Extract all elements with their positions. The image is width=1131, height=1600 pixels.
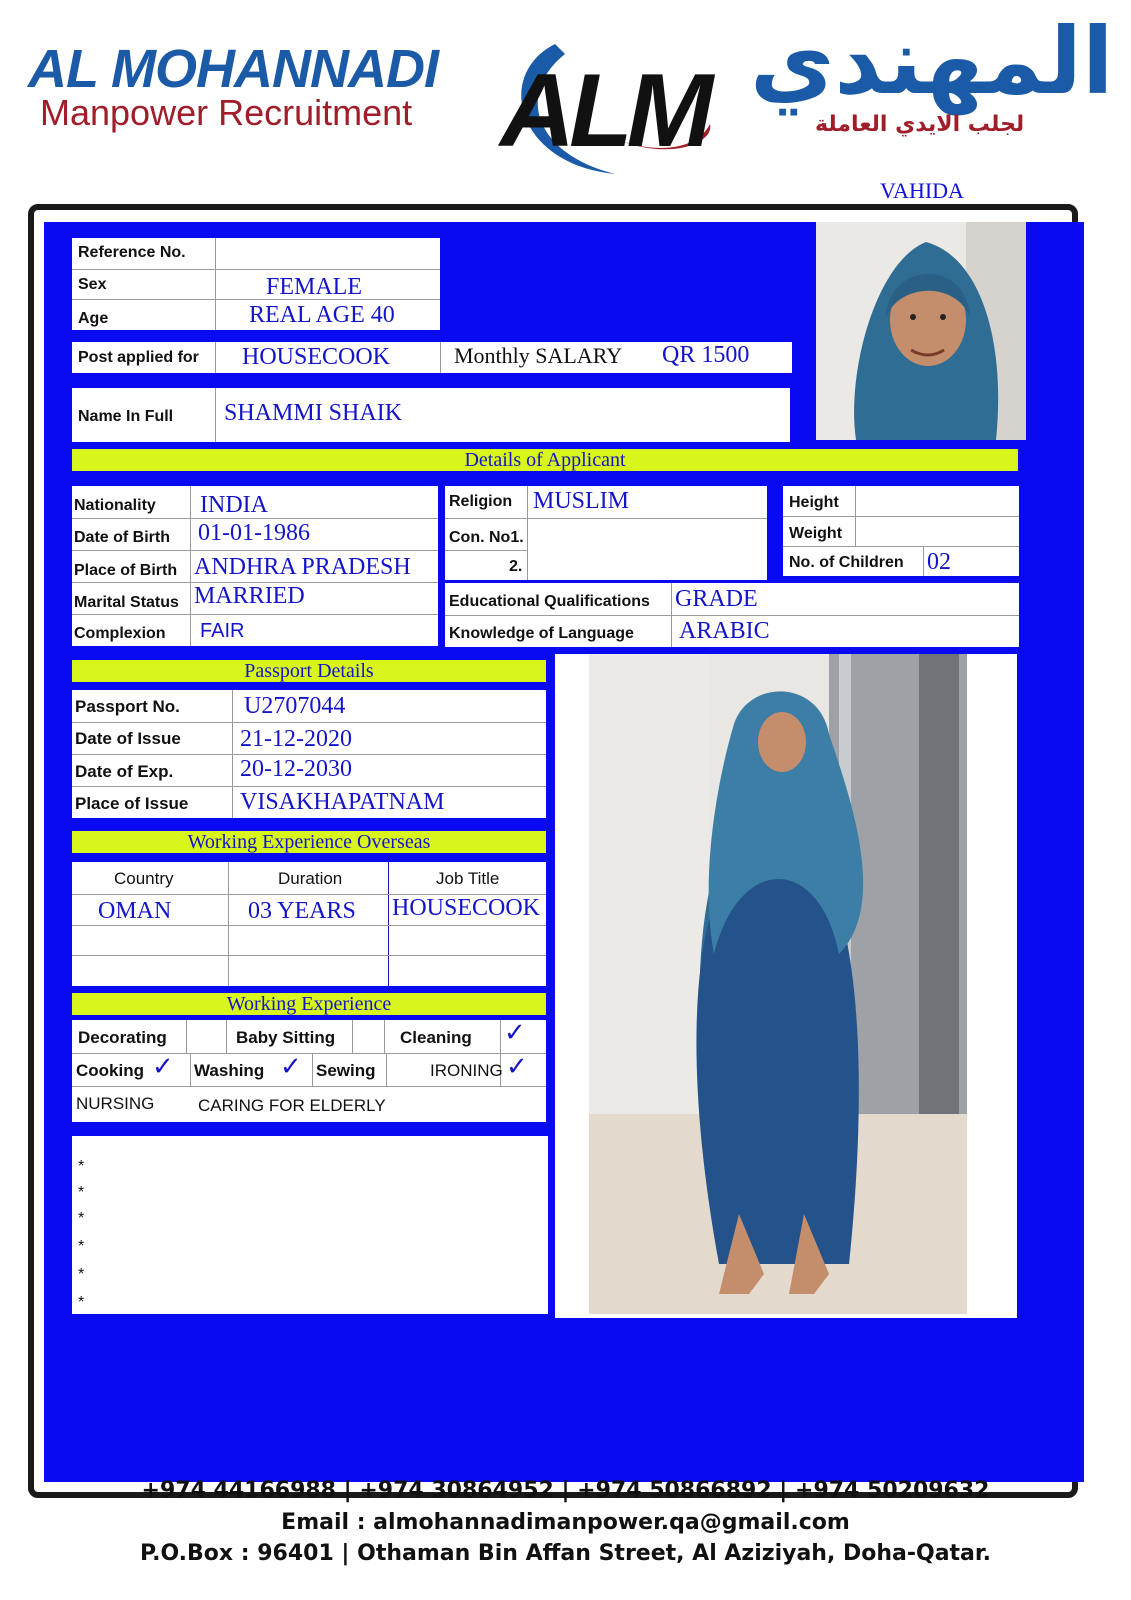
passport-number-label: Passport No.: [75, 697, 180, 716]
post-row: [72, 342, 792, 373]
logo-text: ALM: [500, 53, 708, 169]
post-value: HOUSECOOK: [242, 344, 391, 370]
dob-label: Date of Birth: [74, 529, 170, 546]
language-label: Knowledge of Language: [449, 625, 634, 642]
cleaning-check-icon: ✓: [504, 1018, 526, 1048]
children-label: No. of Children: [789, 554, 904, 571]
complexion-label: Complexion: [74, 625, 166, 642]
post-label: Post applied for: [78, 349, 199, 366]
marital-label: Marital Status: [74, 594, 179, 611]
arabic-title: المهندي: [750, 8, 1114, 115]
exp-nursing: NURSING: [76, 1094, 155, 1113]
passport-issue-value: 21-12-2020: [240, 726, 352, 752]
note-bullet: *: [78, 1184, 85, 1201]
ironing-check-icon: ✓: [506, 1052, 528, 1082]
sex-label: Sex: [78, 276, 107, 293]
note-bullet: *: [78, 1158, 85, 1175]
note-bullet: *: [78, 1210, 85, 1227]
weight-label: Weight: [789, 525, 843, 542]
pob-label: Place of Birth: [74, 562, 178, 579]
contact2-label: 2.: [509, 558, 523, 575]
portrait-icon: [816, 222, 1026, 440]
overseas-jobtitle-value: HOUSECOOK: [392, 895, 541, 921]
passport-number-value: U2707044: [244, 693, 346, 719]
exp-cooking: Cooking: [76, 1061, 144, 1080]
age-value: REAL AGE 40: [249, 302, 395, 328]
dob-value: 01-01-1986: [198, 520, 310, 546]
exp-caring-elderly: CARING FOR ELDERLY: [198, 1096, 386, 1115]
nationality-value: INDIA: [200, 492, 268, 518]
note-bullet: *: [78, 1294, 85, 1311]
overseas-header-jobtitle: Job Title: [436, 869, 500, 888]
height-label: Height: [789, 494, 839, 511]
passport-title: Passport Details: [72, 660, 546, 682]
arabic-subtitle: لجلب الايدي العاملة: [815, 112, 1025, 137]
pob-value: ANDHRA PRADESH: [194, 554, 411, 580]
salary-value: QR 1500: [662, 342, 750, 368]
brand-subtitle: Manpower Recruitment: [40, 92, 413, 133]
candidate-tag: VAHIDA: [880, 178, 964, 203]
cooking-check-icon: ✓: [152, 1052, 174, 1082]
exp-ironing: IRONING: [430, 1061, 503, 1080]
overseas-title: Working Experience Overseas: [72, 831, 546, 853]
details-title: Details of Applicant: [72, 449, 1018, 471]
physical-table: [783, 486, 1019, 576]
fullbody-photo: [589, 654, 967, 1314]
note-bullet: *: [78, 1238, 85, 1255]
education-value: GRADE: [675, 586, 758, 612]
overseas-duration-value: 03 YEARS: [248, 898, 356, 924]
contact1-label: Con. No1.: [449, 529, 524, 546]
age-label: Age: [78, 310, 109, 327]
salary-label: Monthly SALARY: [454, 343, 623, 368]
passport-place-label: Place of Issue: [75, 794, 189, 813]
experience-title: Working Experience: [72, 993, 546, 1015]
washing-check-icon: ✓: [280, 1052, 302, 1082]
name-row: [72, 388, 790, 442]
sex-value: FEMALE: [266, 274, 362, 300]
passport-table: [72, 690, 546, 818]
footer-address: P.O.Box : 96401 | Othaman Bin Affan Street, Al Aziziyah, Doha-Qatar.: [140, 1541, 991, 1566]
religion-value: MUSLIM: [533, 488, 630, 514]
exp-washing: Washing: [194, 1061, 265, 1080]
language-value: ARABIC: [679, 618, 770, 644]
marital-value: MARRIED: [194, 583, 305, 609]
complexion-value: FAIR: [200, 620, 245, 642]
reference-label: Reference No.: [78, 244, 186, 261]
passport-place-value: VISAKHAPATNAM: [240, 789, 445, 815]
experience-table: [72, 1020, 546, 1122]
children-value: 02: [927, 549, 951, 575]
exp-sewing: Sewing: [316, 1061, 376, 1080]
details-left-table: [72, 486, 438, 646]
education-label: Educational Qualifications: [449, 593, 650, 610]
overseas-header-country: Country: [114, 869, 174, 888]
fullbody-photo-icon: [589, 654, 967, 1314]
nationality-label: Nationality: [74, 497, 156, 514]
exp-cleaning: Cleaning: [400, 1028, 472, 1047]
education-table: [445, 583, 1019, 647]
notes-box: [72, 1136, 548, 1314]
portrait-photo: [816, 222, 1026, 440]
passport-exp-label: Date of Exp.: [75, 762, 174, 781]
note-bullet: *: [78, 1266, 85, 1283]
exp-decorating: Decorating: [78, 1028, 167, 1047]
exp-baby-sitting: Baby Sitting: [236, 1028, 336, 1047]
footer-phones: +974 44166988 | +974 30864952 | +974 50866892 | +974 50209632: [141, 1478, 990, 1503]
overseas-table: [72, 862, 546, 986]
passport-exp-value: 20-12-2030: [240, 756, 352, 782]
name-label: Name In Full: [78, 408, 174, 425]
overseas-country-value: OMAN: [98, 898, 172, 924]
passport-issue-label: Date of Issue: [75, 729, 181, 748]
brand-name: AL MOHANNADI: [28, 39, 438, 99]
footer-email[interactable]: Email : almohannadimanpower.qa@gmail.com: [281, 1510, 850, 1535]
religion-label: Religion: [449, 493, 513, 510]
name-value: SHAMMI SHAIK: [224, 400, 403, 426]
religion-table: [445, 486, 767, 580]
overseas-header-duration: Duration: [278, 869, 343, 888]
basic-info-table: [72, 238, 440, 330]
